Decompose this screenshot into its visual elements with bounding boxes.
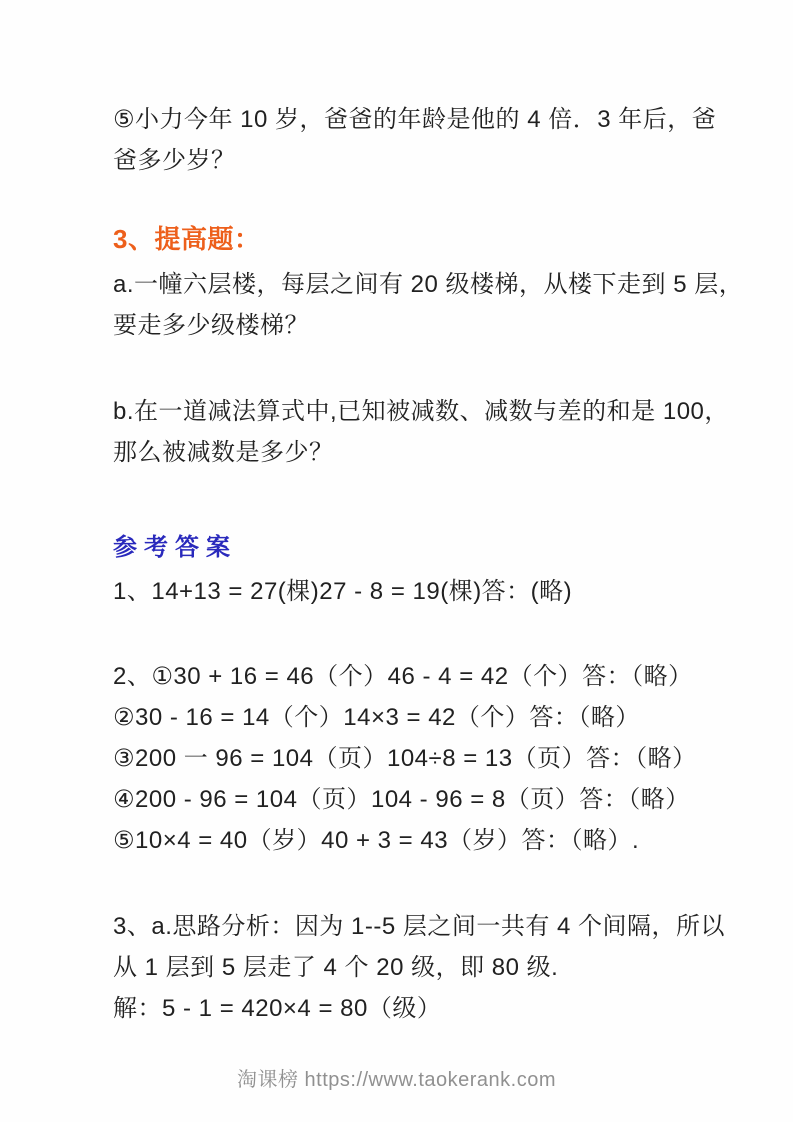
answer-2 xyxy=(113,656,697,861)
problem-a xyxy=(113,264,744,346)
problem-a-line-1: a.一幢六层楼，每层之间有 20 级楼梯，从楼下走到 5 层， xyxy=(113,271,744,298)
problem-a-line-2: 要走多少级楼梯？ xyxy=(113,312,309,339)
problem-b-line-2: 那么被减数是多少？ xyxy=(113,439,334,466)
answer-1-line: 1、14+13 = 27(棵)27 - 8 = 19(棵)答：(略) xyxy=(113,578,573,605)
footer-watermark: 淘课榜 https://www.taokerank.com xyxy=(236,1069,557,1091)
section-3-heading: 3、提高题： xyxy=(113,224,261,254)
problem-b-line-1: b.在一道减法算式中,已知被减数、减数与差的和是 100， xyxy=(113,398,729,425)
answer-3 xyxy=(113,906,726,1029)
answers-heading: 参考答案 xyxy=(113,532,237,561)
answer-2-line-1: 2、①30 + 16 = 46（个）46 - 4 = 42（个）答：（略） xyxy=(113,663,693,690)
answer-3-line-1: 3、a.思路分析：因为 1--5 层之间一共有 4 个间隔，所以 xyxy=(113,913,726,940)
answer-3-line-3: 解：5 - 1 = 420×4 = 80（级） xyxy=(113,995,442,1022)
problem-item-5 xyxy=(113,99,717,181)
answer-3-line-2: 从 1 层到 5 层走了 4 个 20 级，即 80 级. xyxy=(113,954,559,981)
answer-2-line-5: ⑤10×4 = 40（岁）40 + 3 = 43（岁）答：（略）. xyxy=(113,827,640,854)
problem-b xyxy=(113,391,729,473)
answer-2-line-2: ②30 - 16 = 14（个）14×3 = 42（个）答：（略） xyxy=(113,704,640,731)
answer-2-line-3: ③200 一 96 = 104（页）104÷8 = 13（页）答：（略） xyxy=(113,745,697,772)
problem-item-5-line-1: ⑤小力今年 10 岁，爸爸的年龄是他的 4 倍．3 年后，爸 xyxy=(113,106,717,133)
answer-2-line-4: ④200 - 96 = 104（页）104 - 96 = 8（页）答：（略） xyxy=(113,786,690,813)
problem-item-5-line-2: 爸多少岁？ xyxy=(113,147,236,174)
document-content xyxy=(113,0,744,1029)
answer-1 xyxy=(113,571,683,612)
